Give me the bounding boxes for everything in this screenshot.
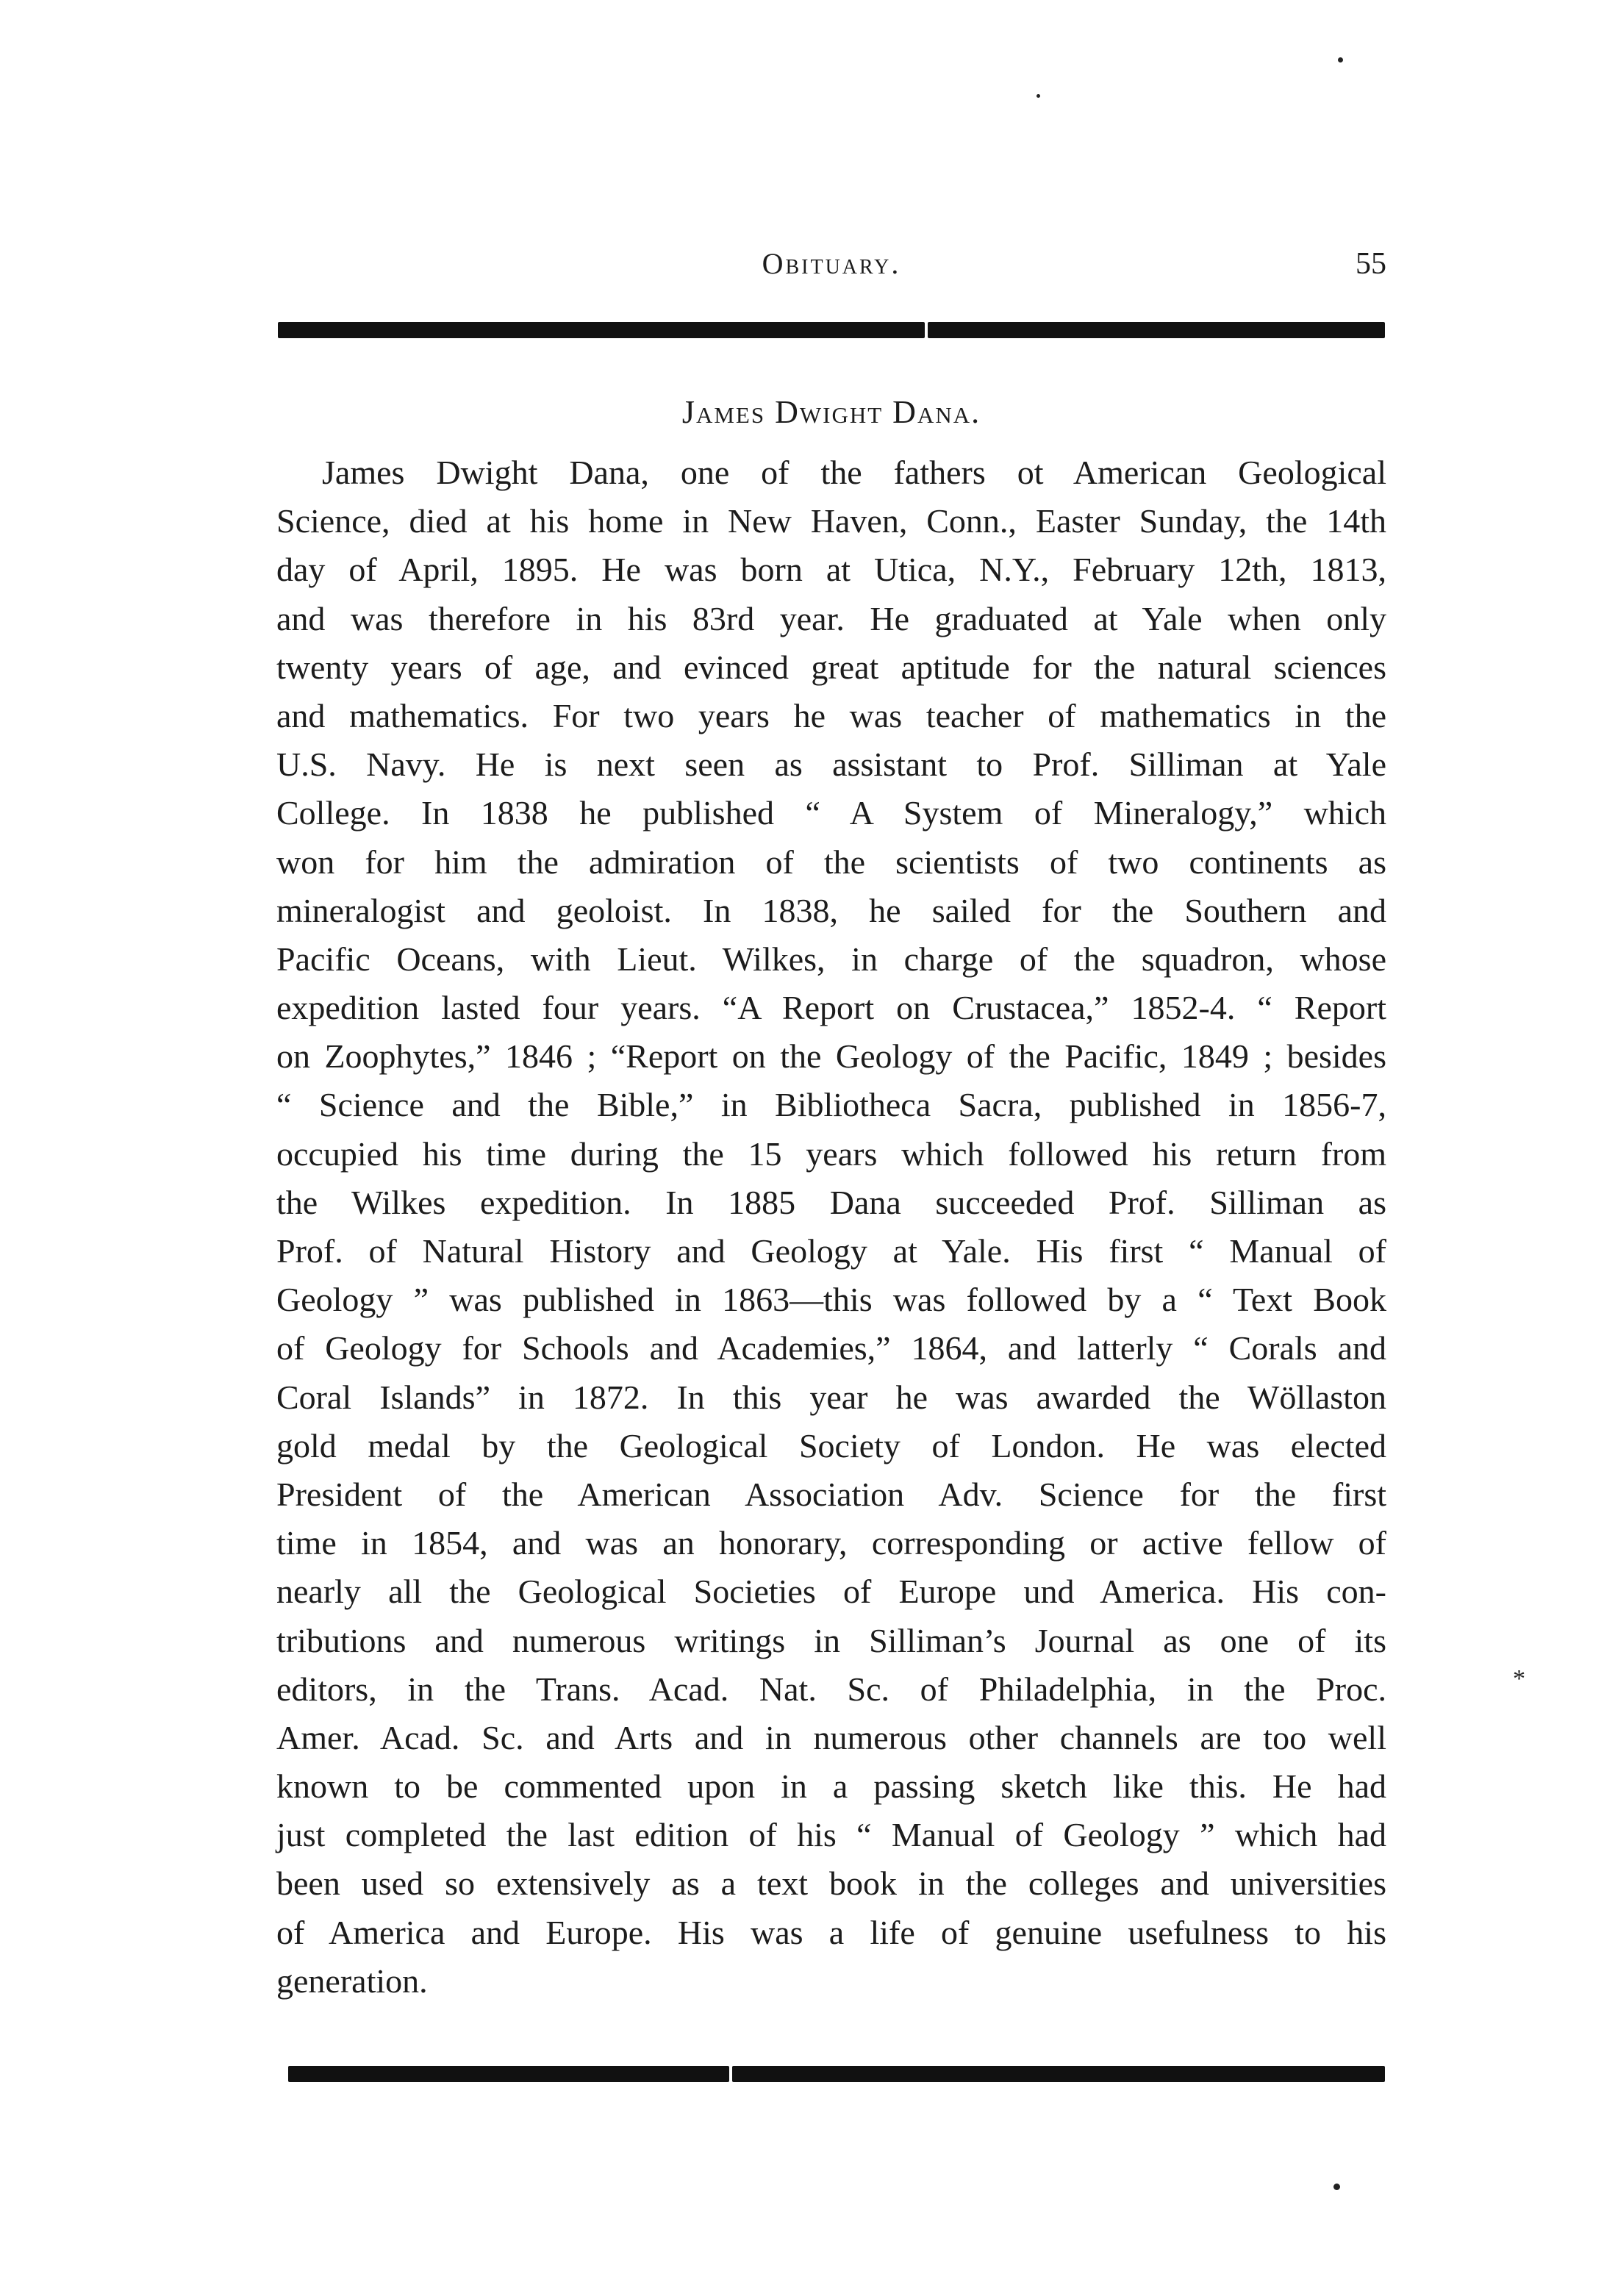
body-line: the Wilkes expedition. In 1885 Dana succeeded Prof. Silliman as	[276, 1183, 1386, 1221]
print-speck	[1338, 57, 1343, 62]
margin-mark: *	[1513, 1665, 1525, 1692]
article-body	[276, 448, 1386, 2006]
running-title: Obituary.	[762, 247, 901, 280]
body-line: and mathematics. For two years he was teacher of mathematics in the	[276, 696, 1386, 734]
body-line: just completed the last edition of his “ Manual of Geology ” which had	[276, 1816, 1386, 1854]
body-line: editors, in the Trans. Acad. Nat. Sc. of Philadelphia, in the Proc.	[276, 1670, 1386, 1708]
running-head	[276, 246, 1386, 290]
body-line: mineralogist and geoloist. In 1838, he sailed for the Southern and	[276, 891, 1386, 929]
body-line: day of April, 1895. He was born at Utica, N.Y., February 12th, 1813,	[276, 551, 1386, 589]
body-line: Amer. Acad. Sc. and Arts and in numerous other channels are too well	[276, 1718, 1386, 1756]
body-line: “ Science and the Bible,” in Bibliotheca Sacra, published in 1856-7,	[276, 1086, 1386, 1124]
bottom-rule-left	[288, 2066, 729, 2082]
body-line: of Geology for Schools and Academies,” 1864, and latterly “ Corals and	[276, 1329, 1386, 1367]
body-line: U.S. Navy. He is next seen as assistant to Prof. Silliman at Yale	[276, 745, 1386, 784]
body-line: College. In 1838 he published “ A System of Mineralogy,” which	[276, 794, 1386, 832]
body-line: expedition lasted four years. “A Report on Crustacea,” 1852-4. “ Report	[276, 989, 1386, 1027]
body-line: Geology ” was published in 1863—this was followed by a “ Text Book	[276, 1281, 1386, 1319]
body-line: gold medal by the Geological Society of London. He was elected	[276, 1426, 1386, 1464]
body-line: generation.	[276, 1961, 428, 2000]
print-speck	[1333, 2184, 1340, 2190]
body-line: twenty years of age, and evinced great aptitude for the natural sciences	[276, 648, 1386, 686]
body-line: President of the American Association Adv. Science for the first	[276, 1475, 1386, 1513]
body-line: tributions and numerous writings in Silliman’s Journal as one of its	[276, 1621, 1386, 1659]
body-line: Pacific Oceans, with Lieut. Wilkes, in charge of the squadron, whose	[276, 940, 1386, 978]
body-line: of America and Europe. His was a life of genuine usefulness to his	[276, 1913, 1386, 1951]
body-line: Prof. of Natural History and Geology at Yale. His first “ Manual of	[276, 1232, 1386, 1270]
body-line: James Dwight Dana, one of the fathers ot American Geological	[322, 454, 1386, 491]
top-rule-right	[928, 322, 1385, 338]
body-line: Coral Islands” in 1872. In this year he was awarded the Wöllaston	[276, 1378, 1386, 1416]
top-rule-left	[278, 322, 925, 338]
body-line: known to be commented upon in a passing sketch like this. He had	[276, 1767, 1386, 1806]
bottom-rule-right	[732, 2066, 1385, 2082]
body-line: time in 1854, and was an honorary, corresponding or active fellow of	[276, 1524, 1386, 1562]
body-line: and was therefore in his 83rd year. He graduated at Yale when only	[276, 599, 1386, 637]
body-line: Science, died at his home in New Haven, Conn., Easter Sunday, the 14th	[276, 502, 1386, 540]
body-line: nearly all the Geological Societies of Europe und America. His con-	[276, 1573, 1386, 1611]
body-line: won for him the admiration of the scientists of two continents as	[276, 843, 1386, 881]
article-title: James Dwight Dana.	[681, 394, 981, 430]
body-line: been used so extensively as a text book in the colleges and universities	[276, 1864, 1386, 1903]
body-line: on Zoophytes,” 1846 ; “Report on the Geology of the Pacific, 1849 ; besides	[276, 1037, 1386, 1076]
body-line: occupied his time during the 15 years which followed his return from	[276, 1134, 1386, 1173]
page-number: 55	[1356, 247, 1386, 281]
print-speck	[1036, 94, 1040, 98]
